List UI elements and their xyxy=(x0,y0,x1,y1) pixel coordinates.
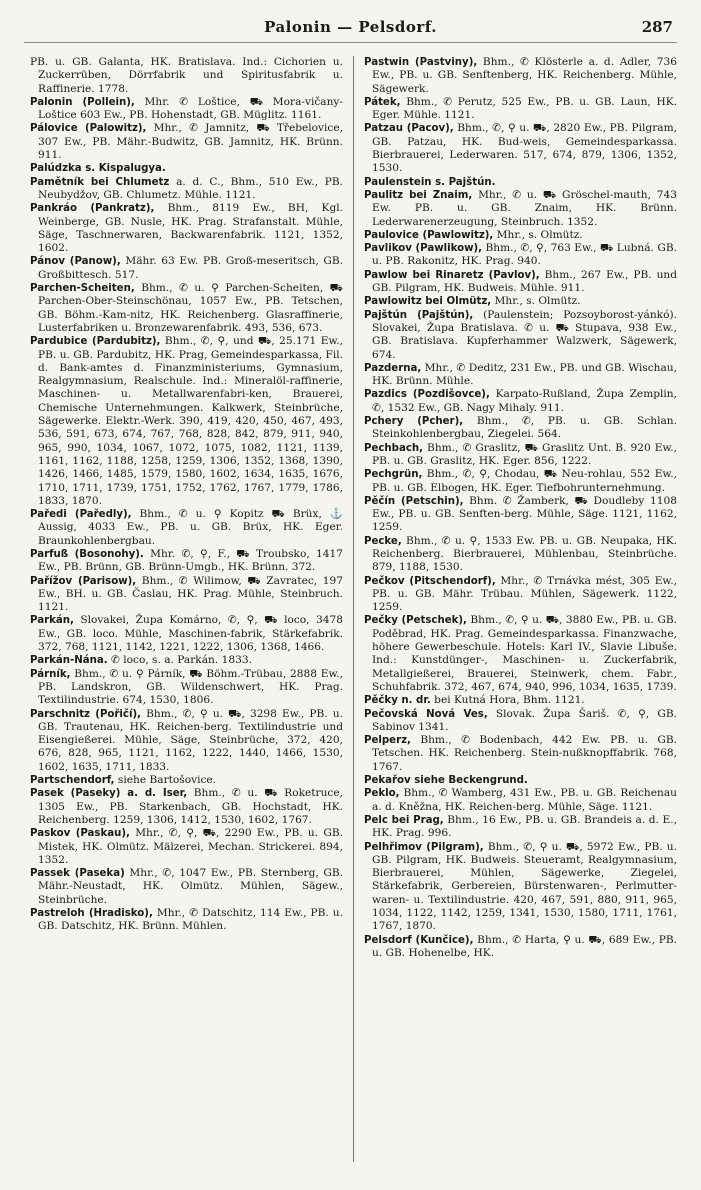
entry-headword: Pečkov (Pitschendorf), xyxy=(364,575,496,587)
entry-text: Bhm., ✆ Bodenbach, 442 Ew. PB. u. GB. Tetschen. HK. Reichenberg. Stein-nußknopffabrik. 768, 1767. xyxy=(372,734,677,773)
gazetteer-entry xyxy=(30,907,343,934)
gazetteer-entry xyxy=(30,176,343,203)
entry-text: Bhm., ✆, ⚲, Chodau, ⛟ Neu-rohlau, 552 Ew., PB. u. GB. Elbogen, HK. Eger. Tiefbohrunternehmung. xyxy=(372,468,677,494)
entry-text: Bhm., ✆, ⚲ u. ⛟, 5972 Ew., PB. u. GB. Pilgram, HK. Budweis. Steueramt, Realgymnasium, Bierbrauerei, Mühlen, Sägewerke, Ziegelei, Stärkefabrik, Gerbereien, Bürstenwaren-, Perlmutter-waren- u. Textilindustrie. 420, 467, 591, 880, 911, 965, 1034, 1122, 1142, 1259, 1341, 1530, 1580, 1711, 1761, 1767, 1870. xyxy=(372,840,677,933)
right-column xyxy=(364,56,677,1162)
entry-text: ✆ loco, s. a. Parkán. 1833. xyxy=(111,654,252,667)
entry-headword: Pěčky n. dr. xyxy=(364,695,431,707)
entry-headword: Parkán, xyxy=(30,615,74,627)
entry-headword: Pawlowitz bei Olmütz, xyxy=(364,296,492,308)
entry-text: Bhm., ✆ Harta, ⚲ u. ⛟, 689 Ew., PB. u. GB. Hohenelbe, HK. xyxy=(372,933,677,959)
entry-text: Bhm., ✆, PB. u. GB. Schlan. Steinkohlenbergbau, Ziegelei. 564. xyxy=(372,415,677,441)
entry-text: Bhm., ✆, ⚲, 763 Ew., ⛟ Lubná. GB. u. PB. Rakonitz, HK. Prag. 940. xyxy=(372,242,677,268)
entry-headword: Pechgrün, xyxy=(364,469,423,481)
entry-text: PB. u. GB. Galanta, HK. Bratislava. Ind.: Cichorien u. Zuckerrüben, Dörrfabrik und Spiritusfabrik u. Raffinerie. 1778. xyxy=(30,56,343,95)
entry-headword: Parkán-Nána. xyxy=(30,655,108,667)
gazetteer-entry xyxy=(364,734,677,774)
entry-headword: Pečky (Petschek), xyxy=(364,615,467,627)
entry-headword: Partschendorf, xyxy=(30,775,115,787)
entry-headword: Pelsdorf (Kunčice), xyxy=(364,934,474,946)
entry-text: Mhr., ✆, 1047 Ew., PB. Sternberg, GB. Mähr.-Neustadt, HK. Olmütz. Mühlen, Sägew., Steinbrüche. xyxy=(38,867,343,906)
entry-text: Bhm., ✆, ⚲, und ⛟, 25.171 Ew., PB. u. GB. Pardubitz, HK. Prag, Gemeindesparkassa, Fil. d. Bank-amtes d. Finanzministeriums, Gymnasium, Realgymnasium, Realschule. Ind.: Mineralöl-raffinerie, Maschinen- u. Metallwarenfabri-ken, Brauerei, Chemische Unternehmungen. Kalkwerk, Steinbrüche, Sägewerke. Elektr.-Werk. 390, 419, 420, 450, 467, 493, 536, 591, 673, 674, 767, 768, 828, 842, 879, 911, 940, 965, 990, 1034, 1067, 1072, 1075, 1082, 1121, 1139, 1161, 1162, 1188, 1258, 1259, 1306, 1352, 1368, 1390, 1426, 1466, 1485, 1579, 1580, 1602, 1634, 1635, 1676, 1710, 1711, 1739, 1751, 1752, 1762, 1767, 1779, 1786, 1833, 1870. xyxy=(38,335,343,507)
left-column xyxy=(30,56,343,1162)
gazetteer-entry xyxy=(30,548,343,575)
entry-headword: Pátek, xyxy=(364,96,401,108)
entry-text: Mhr., ✆ u. ⛟ Gröschel-mauth, 743 Ew. PB. u. GB. Znaim, HK. Brünn. Lederwarenerzeugung, Steinbruch. 1352. xyxy=(372,188,677,228)
gazetteer-entry xyxy=(30,867,343,907)
entry-headword: Pazdics (Pozdišovce), xyxy=(364,389,490,401)
entry-text: Bhm., ✆ u. ⚲, 1533 Ew. PB. u. GB. Neupaka, HK. Reichenberg. Bierbrauerei, Mühlenbau, Steinbrüche. 879, 1188, 1530. xyxy=(372,534,677,574)
gazetteer-entry xyxy=(364,295,677,308)
gazetteer-entry xyxy=(30,335,343,508)
entry-text: bei Kutná Hora, Bhm. 1121. xyxy=(434,694,585,707)
gazetteer-entry xyxy=(30,162,343,175)
page-number: 287 xyxy=(641,18,673,36)
gazetteer-entry xyxy=(30,575,343,615)
entry-headword: Pankráo (Pankratz), xyxy=(30,203,155,215)
entry-headword: Paskov (Paskau), xyxy=(30,828,130,840)
entry-text: Karpato-Rußland, Župa Zemplin, ✆, 1532 Ew., GB. Nagy Mihaly. 911. xyxy=(372,388,677,414)
entry-headword: Paulovice (Pawlowitz), xyxy=(364,229,494,241)
gazetteer-entry xyxy=(364,269,677,296)
entry-text: Bhm., ✆ u. ⚲ Párník, ⛟ Böhm.-Trübau, 2888 Ew., PB. Landskron, GB. Wildenschwert, HK. Prag. Textilindustrie. 674, 1530, 1806. xyxy=(38,667,343,707)
entry-text: Bhm., 16 Ew., PB. u. GB. Brandeis a. d. E., HK. Prag. 996. xyxy=(372,813,677,840)
gazetteer-entry xyxy=(30,787,343,827)
entry-headword: Pamětník bei Chlumetz xyxy=(30,176,170,188)
entry-headword: Paulitz bei Znaim, xyxy=(364,189,473,201)
gazetteer-entry xyxy=(30,708,343,774)
gazetteer-entry xyxy=(30,202,343,255)
gazetteer-entry xyxy=(364,934,677,961)
entry-text: Mhr., s. Olmütz. xyxy=(494,295,581,308)
entry-headword: Pajštún (Pajštún), xyxy=(364,309,474,321)
gazetteer-entry xyxy=(364,189,677,229)
entry-headword: Pekařov siehe Beckengrund. xyxy=(364,775,528,787)
entry-headword: Paulenstein s. Pajštún. xyxy=(364,176,496,188)
entry-text: Bhm., ✆ Wilimow, ⛟ Zavratec, 197 Ew., BH. u. GB. Časlau, HK. Prag. Mühle, Steinbruch. 1121. xyxy=(38,574,343,614)
entry-text: Slovak. Župa Šariš. ✆, ⚲, GB. Sabinov 1341. xyxy=(372,707,677,733)
entry-text: Bhm., ✆ u. ⚲ Parchen-Scheiten, ⛟ Parchen-Ober-Steinschönau, 1057 Ew., PB. Tetschen, GB. Böhm.-Kam-nitz, HK. Reichenberg. Glasraffinerie, Lusterfabriken u. Bronzewarenfabrik. 493, 536, 673. xyxy=(38,282,343,334)
entry-text: Bhm. ✆ Žamberk, ⛟ Doudleby 1108 Ew., PB. u. GB. Senften-berg. Mühle, Säge. 1121, 1162, 1259. xyxy=(372,494,677,534)
entry-headword: Palúdzka s. Kispalugya. xyxy=(30,163,166,175)
entry-headword: Pawlow bei Rinaretz (Pavlov), xyxy=(364,269,540,281)
gazetteer-entry xyxy=(364,814,677,841)
entry-headword: Pavlikov (Pawlikow), xyxy=(364,243,483,255)
gazetteer-entry xyxy=(364,242,677,269)
entry-headword: Pečovská Nová Ves, xyxy=(364,708,488,720)
entry-text: Slovakei, Župa Komárno, ✆, ⚲, ⛟ loco, 3478 Ew., GB. loco. Mühle, Maschinen-fabrik, Stärkefabrik. 372, 768, 1121, 1142, 1221, 1222, 1306, 1368, 1466. xyxy=(38,614,343,654)
entry-headword: Peklo, xyxy=(364,788,400,800)
gazetteer-columns xyxy=(30,56,675,1162)
page-header xyxy=(24,12,677,42)
gazetteer-entry xyxy=(364,96,677,123)
entry-headword: Pěčín (Petschin), xyxy=(364,495,464,507)
gazetteer-entry xyxy=(364,468,677,495)
gazetteer-entry xyxy=(364,575,677,615)
entry-headword: Párník, xyxy=(30,668,71,680)
entry-headword: Parschnitz (Pořičí), xyxy=(30,708,141,720)
gazetteer-entry xyxy=(30,96,343,123)
gazetteer-entry xyxy=(30,668,343,708)
gazetteer-entry xyxy=(30,774,343,787)
entry-headword: Pasek (Paseky) a. d. Iser, xyxy=(30,788,188,800)
gazetteer-entry xyxy=(30,122,343,162)
gazetteer-entry xyxy=(364,694,677,707)
gazetteer-entry xyxy=(364,362,677,389)
entry-headword: Paředi (Paředly), xyxy=(30,509,132,521)
gazetteer-entry xyxy=(364,309,677,362)
entry-text: Bhm., ✆ Wamberg, 431 Ew., PB. u. GB. Reichenau a. d. Kněžna, HK. Reichen-berg. Mühle, Säge. 1121. xyxy=(372,787,677,813)
entry-text: Bhm., ✆ Klösterle a. d. Adler, 736 Ew., PB. u. GB. Senftenberg, HK. Reichenberg. Mühle, Sägewerk. xyxy=(372,56,677,95)
entry-text: Bhm., ✆, ⚲ u. ⛟, 3298 Ew., PB. u. GB. Trautenau, HK. Reichen-berg. Textilindustrie und Eisengießerei. Mühle, Säge, Steinbrüche, 372, 420, 676, 828, 965, 1121, 1162, 1222, 1440, 1466, 1530, 1602, 1635, 1711, 1833. xyxy=(38,707,343,773)
entry-headword: Pelc bei Prag, xyxy=(364,814,444,826)
gazetteer-entry xyxy=(364,774,677,787)
entry-headword: Parfuß (Bosonohy). xyxy=(30,548,144,560)
entry-text: Bhm., ✆ u. ⚲ Kopitz ⛟ Brüx, ⚓ Aussig, 4033 Ew., PB. u. GB. Brüx, HK. Eger. Braunkohlenbergbau. xyxy=(38,508,343,547)
entry-text: Bhm., ✆ Perutz, 525 Ew., PB. u. GB. Laun, HK. Eger. Mühle. 1121. xyxy=(372,95,677,122)
entry-text: Mhr., ✆ Deditz, 231 Ew., PB. und GB. Wischau, HK. Brünn. Mühle. xyxy=(372,361,677,388)
entry-headword: Pálovice (Palowitz), xyxy=(30,123,147,135)
entry-text: Mhr., s. Olmütz. xyxy=(496,228,583,241)
gazetteer-entry xyxy=(364,787,677,814)
header-rule xyxy=(24,42,677,43)
gazetteer-entry xyxy=(364,229,677,242)
entry-text: (Paulenstein; Pozsoyborost-yánkó). Slovakei, Župa Bratislava. ✆ u. ⛟ Stupava, 938 Ew., GB. Bratislava. Kupferhammer Walzwerk, Sägewerk, 674. xyxy=(372,308,677,361)
running-title: Palonin — Pelsdorf. xyxy=(264,18,437,36)
entry-text: Mhr., ✆, ⚲, ⛟, 2290 Ew., PB. u. GB. Mistek, HK. Olmütz. Mälzerei, Mechan. Strickerei. 894, 1352. xyxy=(38,827,343,866)
gazetteer-entry xyxy=(364,614,677,694)
gazetteer-entry xyxy=(364,841,677,934)
entry-text: siehe Bartošovice. xyxy=(117,774,217,787)
entry-text: Bhm., ✆, ⚲ u. ⛟, 3880 Ew., PB. u. GB. Poděbrad, HK. Prag. Gemeindesparkassa. Finanzwache, höhere Gewerbeschule. Hotels: Karl IV., Slavie Libuše. Ind.: Kunstdünger-, Maschinen- u. Zuckerfabrik, Metallgießerei, Brauerei, Steinwerk, chem. Fabr., Schuhfabrik. 372, 467, 674, 940, 996, 1034, 1635, 1739. xyxy=(372,614,677,693)
entry-text: Mähr. 63 Ew. PB. Groß-meseritsch, GB. Großbittesch. 517. xyxy=(38,255,343,281)
entry-text: Mhr., ✆ Datschitz, 114 Ew., PB. u. GB. Datschitz, HK. Brünn. Mühlen. xyxy=(38,907,343,933)
entry-text: Mhr. ✆, ⚲, F., ⛟ Troubsko, 1417 Ew., PB. Brünn, GB. Brünn-Umgb., HK. Brünn. 372. xyxy=(38,547,343,574)
entry-text: Bhm., ✆ Graslitz, ⛟ Graslitz Unt. B. 920 Ew., PB. u. GB. Graslitz, HK. Eger. 856, 1222. xyxy=(372,441,677,467)
entry-headword: Pecke, xyxy=(364,535,402,547)
entry-headword: Passek (Paseka) xyxy=(30,868,125,880)
entry-headword: Pařížov (Parisow), xyxy=(30,575,137,587)
entry-headword: Pánov (Panow), xyxy=(30,256,121,268)
gazetteer-entry xyxy=(364,535,677,575)
entry-text: Bhm., ✆ u. ⛟ Roketruce, 1305 Ew., PB. Starkenbach, GB. Hochstadt, HK. Reichenberg. 1259, 1306, 1412, 1530, 1602, 1767. xyxy=(38,787,343,826)
entry-headword: Pchery (Pcher), xyxy=(364,416,464,428)
entry-headword: Pastreloh (Hradisko), xyxy=(30,908,153,919)
gazetteer-entry xyxy=(364,56,677,96)
entry-text: a. d. C., Bhm., 510 Ew., PB. Neubydžov, GB. Chlumetz. Mühle. 1121. xyxy=(38,175,343,201)
gazetteer-entry xyxy=(364,495,677,535)
entry-headword: Pardubice (Pardubitz), xyxy=(30,336,161,348)
gazetteer-entry xyxy=(364,388,677,415)
entry-headword: Patzau (Pacov), xyxy=(364,123,454,135)
column-divider xyxy=(353,56,354,1162)
gazetteer-entry xyxy=(30,282,343,335)
entry-text: Bhm., 267 Ew., PB. und GB. Pilgram, HK. Budweis. Mühle. 911. xyxy=(372,268,677,295)
entry-headword: Palonin (Pollein), xyxy=(30,96,135,108)
gazetteer-entry xyxy=(364,708,677,735)
gazetteer-entry xyxy=(30,654,343,667)
entry-text: Bhm., 8119 Ew., BH, Kgl. Weinberge, GB. Nusle, HK. Prag. Strafanstalt. Mühle, Säge, Taschnerwaren, Backwarenfabrik. 1121, 1352, 1602. xyxy=(38,202,343,255)
gazetteer-entry xyxy=(364,176,677,189)
entry-text: Mhr. ✆ Loštice, ⛟ Mora-vičany-Loštice 603 Ew., PB. Hohenstadt, GB. Müglitz. 1161. xyxy=(38,95,343,122)
gazetteer-entry xyxy=(30,508,343,548)
gazetteer-entry xyxy=(364,122,677,175)
gazetteer-entry xyxy=(30,255,343,282)
entry-text: Bhm., ✆, ⚲ u. ⛟, 2820 Ew., PB. Pilgram, GB. Patzau, HK. Bud-weis, Gemeindesparkassa. Bierbrauerei, Lederwaren. 517, 674, 879, 1306, 1352, 1530. xyxy=(372,122,677,175)
entry-text: Mhr., ✆ Jamnitz, ⛟ Třebelovice, 307 Ew., PB. Mähr.-Budwitz, GB. Jamnitz, HK. Brünn. 911. xyxy=(38,122,343,162)
entry-headword: Pazderna, xyxy=(364,362,422,374)
entry-headword: Pastwin (Pastviny), xyxy=(364,57,478,68)
gazetteer-entry xyxy=(364,415,677,442)
entry-headword: Pelperz, xyxy=(364,735,411,747)
entry-headword: Parchen-Scheiten, xyxy=(30,283,135,295)
gazetteer-entry xyxy=(30,827,343,867)
gazetteer-entry xyxy=(30,614,343,654)
gazetteer-entry xyxy=(30,56,343,96)
entry-headword: Pelhřimov (Pilgram), xyxy=(364,841,484,853)
entry-text: Mhr., ✆ Trnávka mést, 305 Ew., PB. u. GB. Mähr. Trübau. Mühlen, Sägewerk. 1122, 1259. xyxy=(372,574,677,614)
gazetteer-entry xyxy=(364,442,677,469)
entry-headword: Pechbach, xyxy=(364,442,423,454)
